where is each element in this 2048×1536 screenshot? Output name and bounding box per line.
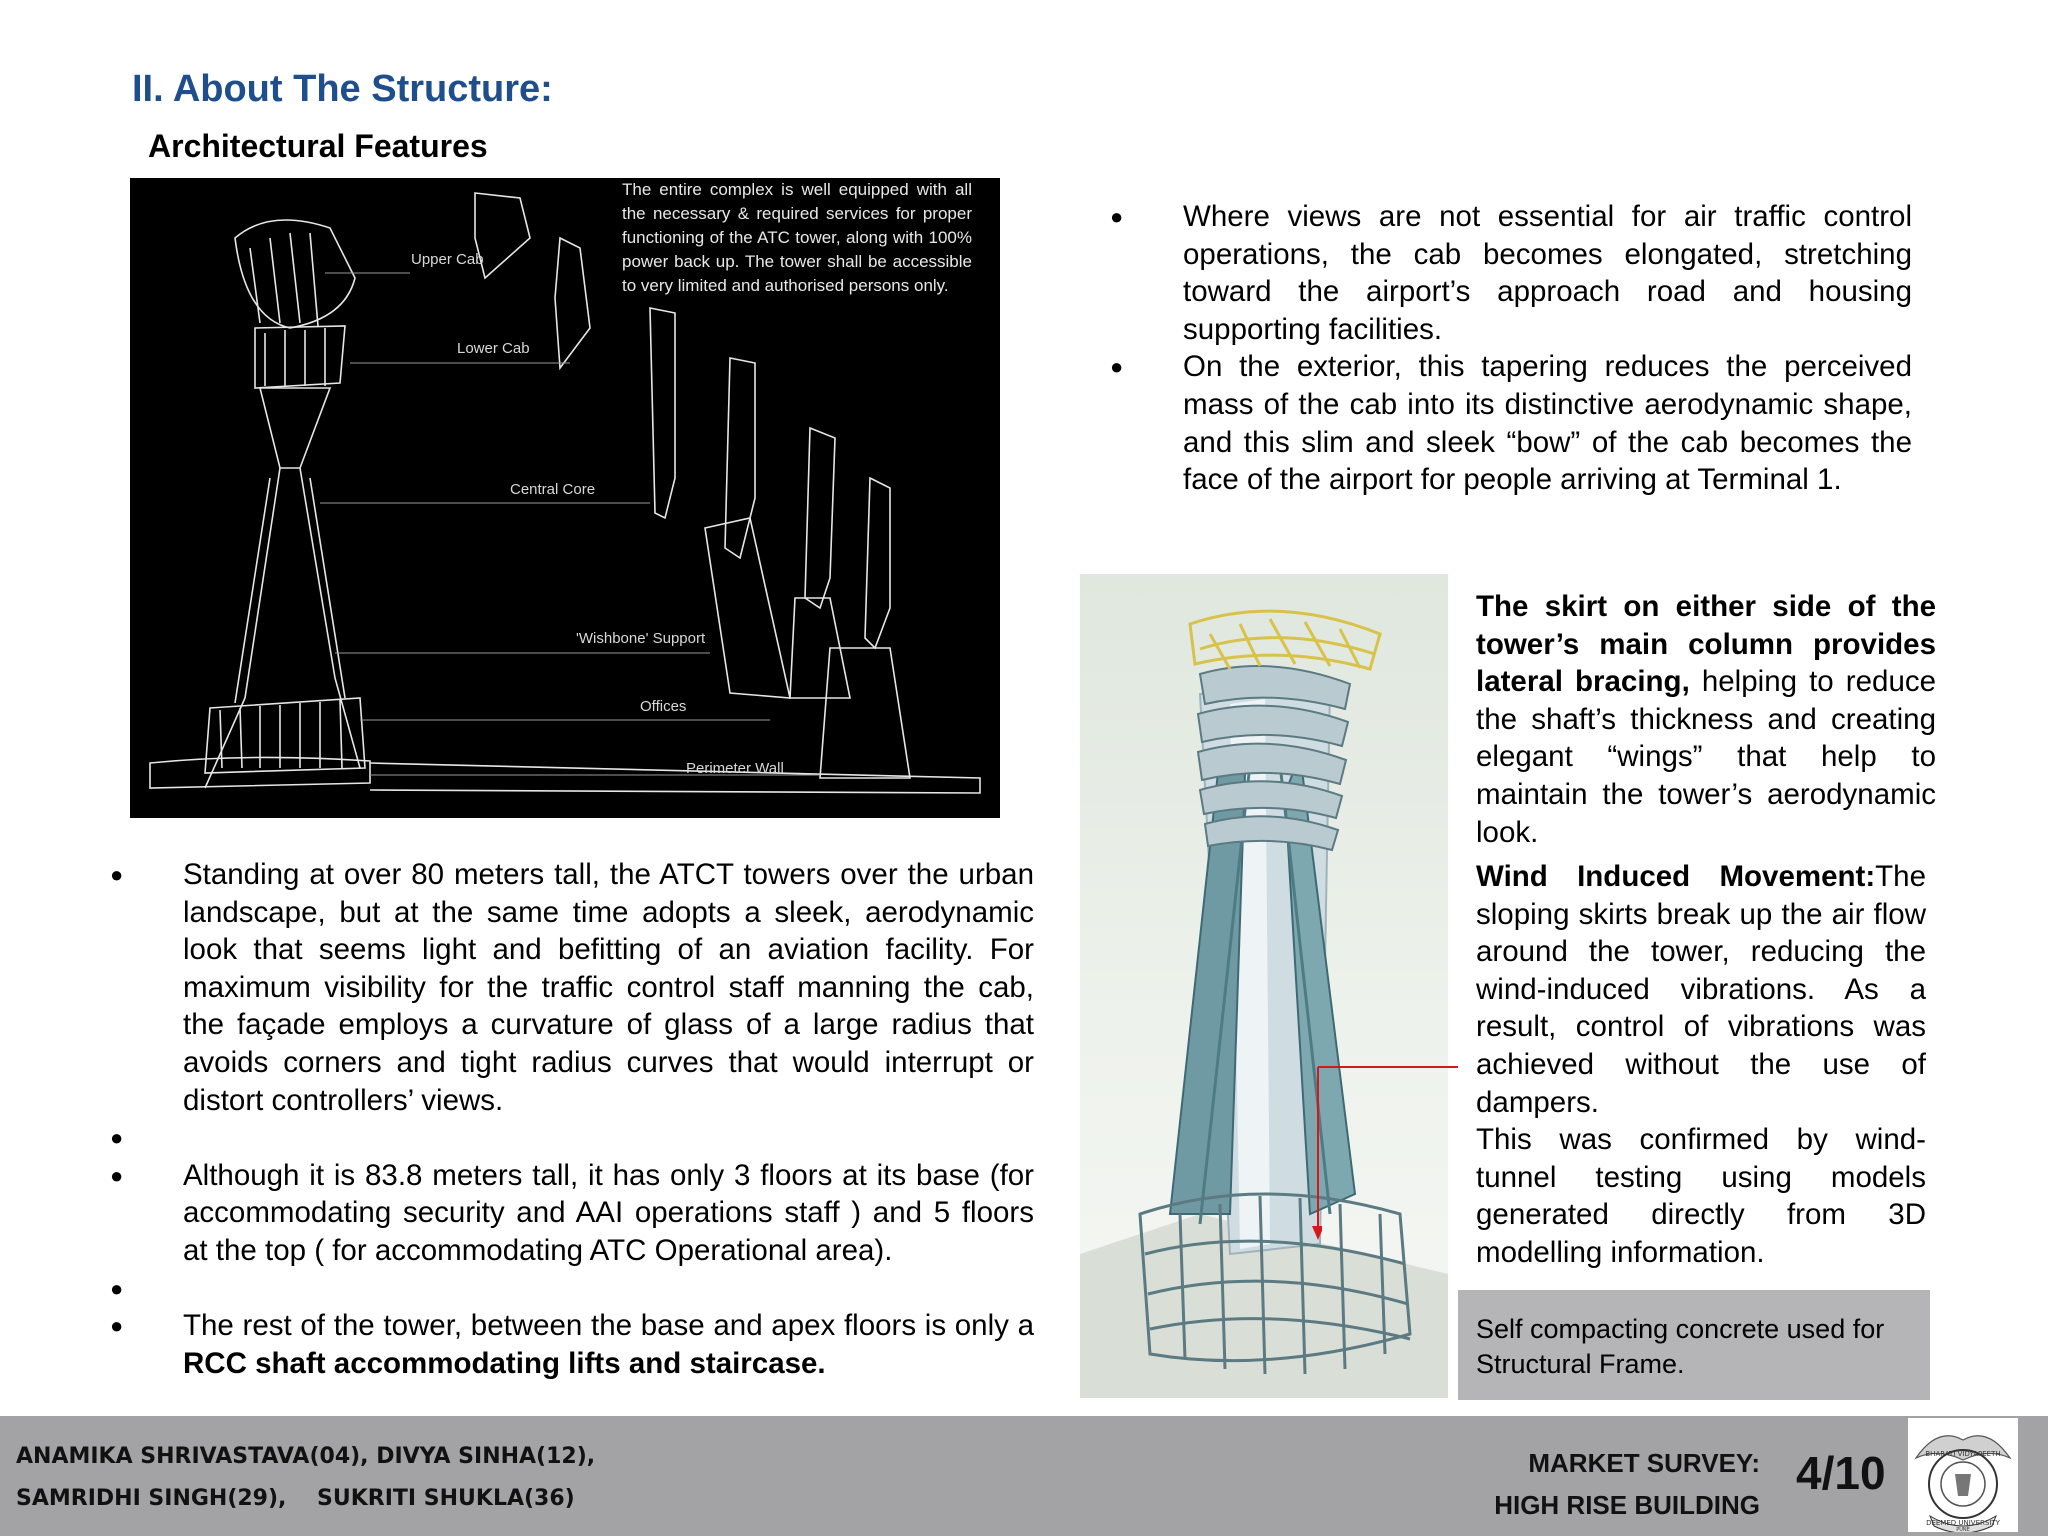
authors: ANAMIKA SHRIVASTAVA(04), DIVYA SINHA(12), SAMRIDHI SINGH(29), SUKRITI SHUKLA(36) [16,1444,596,1511]
list-item: ● On the exterior, this tapering reduces the perceived mass of the cab into its distinctive aerodynamic shape, and this slim and sleek “bow” of the cab becomes the face of the airport for people arriving at Terminal 1. [1110,350,1912,497]
label-wishbone-support: 'Wishbone' Support [576,630,706,647]
bullet-icon: ● [110,1275,124,1301]
list-item [110,1270,1034,1308]
tower-render-image [1080,574,1448,1398]
bullet-icon: ● [110,1125,124,1151]
bullet-icon: ● [110,862,124,887]
label-perimeter-wall: Perimeter Wall [686,760,784,777]
label-upper-cab: Upper Cab [411,251,484,268]
footer-bar [0,1416,2048,1536]
list-item: ● Standing at over 80 meters tall, the ATCT towers over the urban landscape, but at the same time adopts a sleek, aerodynamic look that seems light and befitting of an aviation facility. For maximum visibility for the traffic control staff manning the cab, the façade employs a curvature of glass of a large radius that avoids corners and tight radius curves that would interrupt or distort controllers’ views. [110,858,1034,1117]
wind-paragraph: Wind Induced Movement:The sloping skirts break up the air flow around the tower, reducing the wind-induced vibrations. As a result, control of vibrations was achieved without the use of dampers. This was confirmed by wind-tunnel testing using models generated directly from 3D modelling information. [1476,860,1926,1269]
list-item: ● The rest of the tower, between the base and apex floors is only a RCC shaft accommodating lifts and staircase. [110,1309,1034,1380]
bullet-icon: ● [110,1162,124,1188]
bullet-icon: ● [1110,354,1124,380]
label-lower-cab: Lower Cab [457,340,530,357]
right-bullet-list [1110,198,1912,499]
logo-text-city: PUNE [1956,1527,1970,1532]
page-heading: II. About The Structure: [132,68,553,110]
survey-title: MARKET SURVEY: HIGH RISE BUILDING [1494,1448,1760,1520]
callout-line [1318,1066,1458,1068]
tower-components-diagram [130,178,1000,818]
list-item [110,1119,1034,1157]
page-number: 4/10 [1796,1447,1886,1499]
skirt-paragraph: The skirt on either side of the tower’s main column provides lateral bracing, helping to reduce the shaft’s thickness and creating elegant “wings” that help to maintain the tower’s aerodynamic look. [1476,590,1937,849]
logo-text-bottom: DEEMED UNIVERSITY [1926,1519,2000,1527]
list-item: ● Where views are not essential for air traffic control operations, the cab becomes elongated, stretching toward the airport’s approach road and housing supporting facilities. [1110,200,1912,346]
bullet-icon: ● [110,1313,124,1339]
bullet-icon: ● [1110,204,1124,229]
label-offices: Offices [640,698,687,715]
left-bullet-list [110,856,1034,1382]
section-subheading: Architectural Features [148,128,488,164]
list-item: ● Although it is 83.8 meters tall, it has only 3 floors at its base (for accommodating security and AAI operations staff ) and 5 floors at the top ( for accommodating ATC Operational area). [110,1158,1034,1267]
diagram-note: The entire complex is well equipped with all the necessary & required services for proper functioning of the ATC tower, along with 100% power back up. The tower shall be accessible to very limited and authorised persons only. [622,180,972,295]
university-logo-icon [1908,1418,2018,1532]
callout-arrow-icon [1310,1064,1322,1244]
logo-text-top: BHARATI VIDYAPEETH [1925,1450,2001,1458]
concrete-note-box: Self compacting concrete used for Structural Frame. [1458,1290,1930,1400]
label-central-core: Central Core [510,481,596,498]
